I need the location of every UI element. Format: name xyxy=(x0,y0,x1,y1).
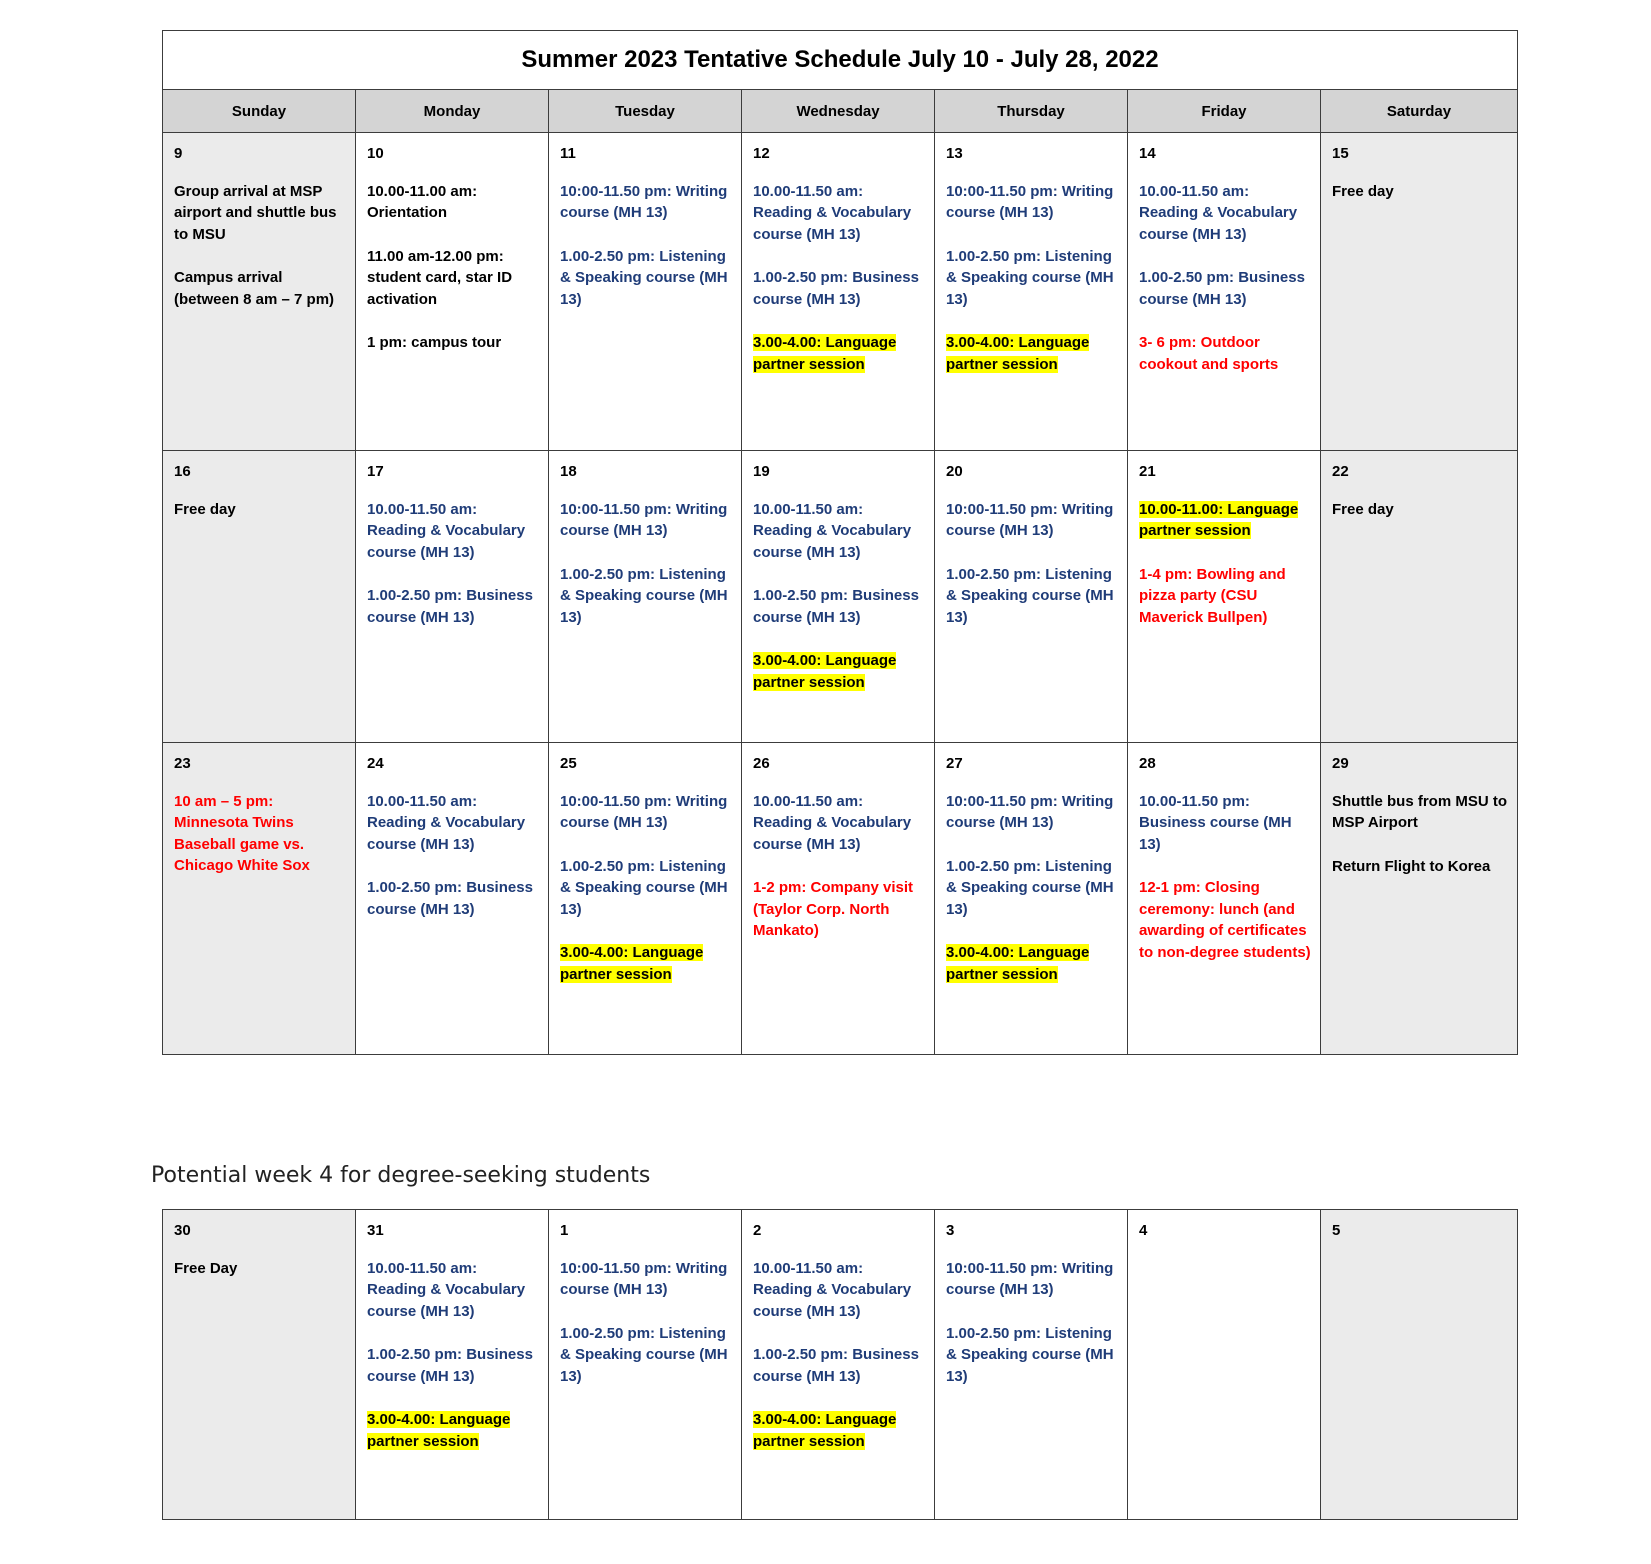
day-cell xyxy=(742,133,935,451)
schedule-event xyxy=(946,564,1119,629)
schedule-event xyxy=(1139,564,1312,629)
day-cell xyxy=(935,451,1128,743)
schedule-event xyxy=(1139,877,1312,963)
day-cell xyxy=(935,133,1128,451)
day-number: 1 xyxy=(560,1222,569,1239)
day-cell xyxy=(1128,133,1321,451)
schedule-event xyxy=(1139,499,1312,542)
event-text: 10:00-11.50 pm: Writing course (MH 13) xyxy=(560,182,728,221)
day-number: 29 xyxy=(1332,755,1349,772)
schedule-event xyxy=(367,791,540,856)
schedule-event xyxy=(753,791,926,856)
day-number: 27 xyxy=(946,755,963,772)
language-partner-event-text: 10.00-11.00: Language partner session xyxy=(1139,500,1299,539)
schedule-event xyxy=(946,1258,1119,1301)
schedule-event xyxy=(367,246,540,311)
day-number: 17 xyxy=(367,463,384,480)
day-number: 20 xyxy=(946,463,963,480)
day-number: 30 xyxy=(174,1222,191,1239)
event-text: 1.00-2.50 pm: Listening & Speaking course (MH 13) xyxy=(560,1324,728,1385)
schedule-event xyxy=(367,499,540,564)
language-partner-event-text: 3.00-4.00: Language partner session xyxy=(753,1411,897,1450)
schedule-event xyxy=(1139,267,1312,310)
day-number: 3 xyxy=(946,1222,955,1239)
schedule-event xyxy=(174,181,347,246)
day-number: 22 xyxy=(1332,463,1349,480)
schedule-event xyxy=(1139,791,1312,856)
week-row-3 xyxy=(163,743,1518,1055)
day-number: 9 xyxy=(174,145,183,162)
week4-label: Potential week 4 for degree-seeking students xyxy=(151,1163,651,1188)
day-number: 10 xyxy=(367,145,384,162)
event-text: 1.00-2.50 pm: Business course (MH 13) xyxy=(367,587,533,626)
language-partner-event-text: 3.00-4.00: Language partner session xyxy=(367,1411,511,1450)
schedule-event xyxy=(946,181,1119,224)
schedule-event xyxy=(1332,499,1509,521)
schedule-event xyxy=(946,791,1119,834)
schedule-event xyxy=(1332,181,1509,203)
schedule-event xyxy=(753,499,926,564)
language-partner-event-text: 3.00-4.00: Language partner session xyxy=(753,334,897,373)
schedule-event xyxy=(1332,856,1509,878)
schedule-event xyxy=(560,856,733,921)
event-text: 10.00-11.50 am: Reading & Vocabulary course (MH 13) xyxy=(1139,182,1298,243)
event-text: Free day xyxy=(1332,500,1394,518)
event-text: 10.00-11.50 am: Reading & Vocabulary course (MH 13) xyxy=(367,500,526,561)
schedule-event xyxy=(367,1344,540,1387)
day-number: 4 xyxy=(1139,1222,1148,1239)
schedule-event xyxy=(1139,181,1312,246)
event-text: 1.00-2.50 pm: Listening & Speaking course (MH 13) xyxy=(946,1324,1114,1385)
day-cell xyxy=(163,743,356,1055)
schedule-event xyxy=(946,332,1119,375)
schedule-event xyxy=(560,564,733,629)
day-number: 23 xyxy=(174,755,191,772)
event-text: 10.00-11.00 am: Orientation xyxy=(367,182,478,221)
day-cell xyxy=(356,133,549,451)
language-partner-event-text: 3.00-4.00: Language partner session xyxy=(946,334,1090,373)
schedule-event xyxy=(946,856,1119,921)
day-number: 11 xyxy=(560,145,576,162)
day-number: 18 xyxy=(560,463,577,480)
day-cell xyxy=(163,133,356,451)
event-text: 1 pm: campus tour xyxy=(367,334,502,351)
schedule-event xyxy=(560,942,733,985)
day-cell xyxy=(1321,133,1518,451)
day-cell xyxy=(549,1210,742,1520)
schedule-event xyxy=(367,1258,540,1323)
day-cell xyxy=(549,133,742,451)
schedule-event xyxy=(560,1258,733,1301)
schedule-event xyxy=(753,332,926,375)
day-cell xyxy=(163,1210,356,1520)
event-text: 1.00-2.50 pm: Business course (MH 13) xyxy=(753,1346,919,1385)
event-text: 10:00-11.50 pm: Writing course (MH 13) xyxy=(560,1259,728,1298)
day-cell xyxy=(935,1210,1128,1520)
schedule-event xyxy=(1332,791,1509,834)
event-text: 1.00-2.50 pm: Business course (MH 13) xyxy=(367,879,533,918)
day-header-monday: Monday xyxy=(356,90,549,133)
language-partner-event-text: 3.00-4.00: Language partner session xyxy=(753,652,897,691)
event-text: 1.00-2.50 pm: Business course (MH 13) xyxy=(753,269,919,308)
schedule-event xyxy=(560,791,733,834)
day-number: 15 xyxy=(1332,145,1349,162)
day-header-saturday: Saturday xyxy=(1321,90,1518,133)
schedule-table xyxy=(162,30,1518,1055)
event-text: 10:00-11.50 pm: Writing course (MH 13) xyxy=(946,792,1114,831)
schedule-event xyxy=(560,1323,733,1388)
day-header-tuesday: Tuesday xyxy=(549,90,742,133)
schedule-event xyxy=(560,181,733,224)
schedule-event xyxy=(946,246,1119,311)
event-text: 10.00-11.50 pm: Business course (MH 13) xyxy=(1139,792,1292,853)
day-cell xyxy=(1321,743,1518,1055)
day-cell xyxy=(163,451,356,743)
day-number: 25 xyxy=(560,755,577,772)
event-text: Free Day xyxy=(174,1259,238,1277)
event-text: Return Flight to Korea xyxy=(1332,857,1491,875)
event-text: 1.00-2.50 pm: Business course (MH 13) xyxy=(753,587,919,626)
day-header-wednesday: Wednesday xyxy=(742,90,935,133)
schedule-event xyxy=(367,877,540,920)
day-cell xyxy=(1128,451,1321,743)
event-text: 1-2 pm: Company visit (Taylor Corp. North Mankato) xyxy=(753,879,914,939)
event-text: 1.00-2.50 pm: Business course (MH 13) xyxy=(1139,269,1305,308)
day-cell xyxy=(742,743,935,1055)
schedule-event xyxy=(174,499,347,521)
day-cell xyxy=(1128,743,1321,1055)
event-text: 10.00-11.50 am: Reading & Vocabulary course (MH 13) xyxy=(367,792,526,853)
day-cell xyxy=(1321,1210,1518,1520)
week-row-2 xyxy=(163,451,1518,743)
event-text: 10.00-11.50 am: Reading & Vocabulary course (MH 13) xyxy=(367,1259,526,1320)
day-number: 28 xyxy=(1139,755,1156,772)
day-number: 13 xyxy=(946,145,963,162)
event-text: 10.00-11.50 am: Reading & Vocabulary course (MH 13) xyxy=(753,500,912,561)
event-text: 1.00-2.50 pm: Listening & Speaking course (MH 13) xyxy=(946,247,1114,308)
event-text: 12-1 pm: Closing ceremony: lunch (and awarding of certificates to non-degree students) xyxy=(1139,879,1311,961)
day-header-sunday: Sunday xyxy=(163,90,356,133)
event-text: 10.00-11.50 am: Reading & Vocabulary course (MH 13) xyxy=(753,1259,912,1320)
day-cell xyxy=(549,743,742,1055)
schedule-event xyxy=(946,942,1119,985)
day-number: 21 xyxy=(1139,463,1156,480)
event-text: 10:00-11.50 pm: Writing course (MH 13) xyxy=(946,182,1114,221)
event-text: 1.00-2.50 pm: Listening & Speaking course (MH 13) xyxy=(560,857,728,918)
event-text: 1.00-2.50 pm: Business course (MH 13) xyxy=(367,1346,533,1385)
event-text: 1.00-2.50 pm: Listening & Speaking course (MH 13) xyxy=(560,565,728,626)
language-partner-event-text: 3.00-4.00: Language partner session xyxy=(946,944,1090,983)
day-number: 5 xyxy=(1332,1222,1341,1239)
schedule-event xyxy=(946,499,1119,542)
schedule-title: Summer 2023 Tentative Schedule July 10 - July 28, 2022 xyxy=(163,31,1518,90)
language-partner-event-text: 3.00-4.00: Language partner session xyxy=(560,944,704,983)
day-number: 14 xyxy=(1139,145,1156,162)
schedule-event xyxy=(753,181,926,246)
schedule-event xyxy=(174,1258,347,1280)
day-cell xyxy=(1321,451,1518,743)
event-text: 11.00 am-12.00 pm: student card, star ID activation xyxy=(367,247,513,308)
event-text: 10.00-11.50 am: Reading & Vocabulary course (MH 13) xyxy=(753,182,912,243)
schedule-event xyxy=(367,181,540,224)
event-text: 10:00-11.50 pm: Writing course (MH 13) xyxy=(946,1259,1114,1298)
event-text: 10 am – 5 pm: Minnesota Twins Baseball game vs. Chicago White Sox xyxy=(174,792,310,874)
schedule-event xyxy=(753,1409,926,1452)
event-text: Free day xyxy=(1332,182,1394,200)
schedule-event xyxy=(753,1344,926,1387)
week4-table xyxy=(162,1209,1518,1520)
day-cell xyxy=(1128,1210,1321,1520)
day-cell xyxy=(356,1210,549,1520)
schedule-event xyxy=(753,877,926,942)
event-text: 10:00-11.50 pm: Writing course (MH 13) xyxy=(560,500,728,539)
schedule-event xyxy=(174,267,347,310)
schedule-event xyxy=(753,585,926,628)
schedule-event xyxy=(560,246,733,311)
event-text: 1.00-2.50 pm: Listening & Speaking course (MH 13) xyxy=(946,565,1114,626)
schedule-event xyxy=(367,585,540,628)
event-text: 10:00-11.50 pm: Writing course (MH 13) xyxy=(946,500,1114,539)
day-cell xyxy=(742,451,935,743)
schedule-event xyxy=(174,791,347,877)
schedule-event xyxy=(753,267,926,310)
event-text: Shuttle bus from MSU to MSP Airport xyxy=(1332,792,1507,831)
day-header-thursday: Thursday xyxy=(935,90,1128,133)
schedule-event xyxy=(753,650,926,693)
event-text: Free day xyxy=(174,500,236,518)
schedule-event xyxy=(946,1323,1119,1388)
day-number: 26 xyxy=(753,755,770,772)
schedule-event xyxy=(560,499,733,542)
week-row-4 xyxy=(163,1210,1518,1520)
day-cell xyxy=(742,1210,935,1520)
day-number: 31 xyxy=(367,1222,384,1239)
day-number: 2 xyxy=(753,1222,762,1239)
day-cell xyxy=(935,743,1128,1055)
schedule-event xyxy=(753,1258,926,1323)
event-text: Campus arrival (between 8 am – 7 pm) xyxy=(174,269,335,308)
schedule-event xyxy=(367,332,540,354)
event-text: 10.00-11.50 am: Reading & Vocabulary course (MH 13) xyxy=(753,792,912,853)
schedule-event xyxy=(367,1409,540,1452)
day-number: 16 xyxy=(174,463,191,480)
schedule-event xyxy=(1139,332,1312,375)
day-cell xyxy=(549,451,742,743)
event-text: Group arrival at MSP airport and shuttle bus to MSU xyxy=(174,182,337,243)
event-text: 3- 6 pm: Outdoor cookout and sports xyxy=(1139,334,1279,373)
event-text: 1.00-2.50 pm: Listening & Speaking course (MH 13) xyxy=(560,247,728,308)
day-number: 24 xyxy=(367,755,384,772)
day-number: 12 xyxy=(753,145,770,162)
event-text: 1.00-2.50 pm: Listening & Speaking course (MH 13) xyxy=(946,857,1114,918)
day-cell xyxy=(356,451,549,743)
day-cell xyxy=(356,743,549,1055)
week-row-1 xyxy=(163,133,1518,451)
day-header-friday: Friday xyxy=(1128,90,1321,133)
event-text: 1-4 pm: Bowling and pizza party (CSU Maverick Bullpen) xyxy=(1139,565,1286,626)
event-text: 10:00-11.50 pm: Writing course (MH 13) xyxy=(560,792,728,831)
day-number: 19 xyxy=(753,463,770,480)
